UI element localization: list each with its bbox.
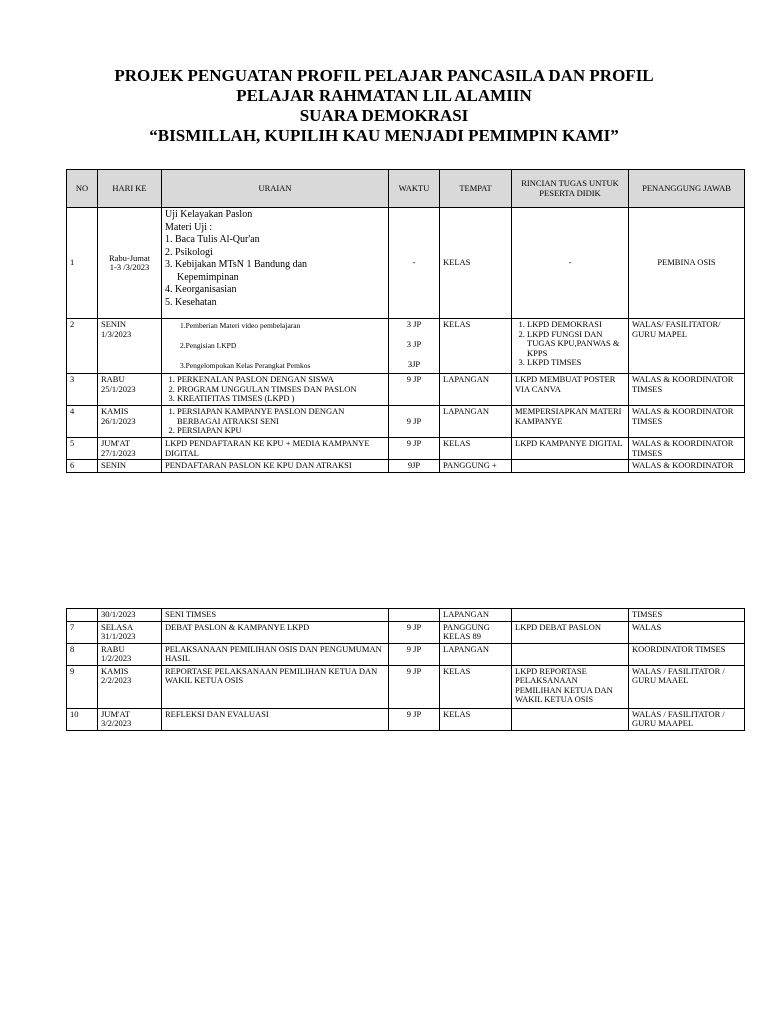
cell-rincian [512, 609, 629, 622]
table-row [67, 406, 745, 438]
schedule-table-page-2 [66, 608, 745, 731]
list-item: 2. LKPD FUNGSI DAN TUGAS KPU,PANWAS & KPPS [527, 330, 625, 359]
cell-hari-date: 2/2/2023 [101, 675, 132, 685]
cell-hari [98, 643, 162, 665]
table-row [67, 643, 745, 665]
cell-no: 8 [67, 643, 98, 665]
cell-penanggung-jawab: TIMSES [629, 609, 745, 622]
list-item: 2. PROGRAM UNGGULAN TIMSES DAN PASLON [177, 385, 385, 395]
cell-hari-date: 27/1/2023 [101, 447, 136, 458]
table-row [67, 621, 745, 643]
cell-hari-day: JUM'AT [101, 708, 130, 719]
cell-hari-date: 1/2/2023 [101, 653, 132, 663]
document-title [0, 66, 768, 146]
table-row [67, 319, 745, 374]
cell-waktu: 9 JP [389, 438, 440, 460]
cell-no: 6 [67, 460, 98, 473]
cell-no: 3 [67, 374, 98, 406]
cell-uraian [162, 208, 389, 319]
cell-no: 2 [67, 319, 98, 374]
cell-no: 5 [67, 438, 98, 460]
cell-hari [98, 665, 162, 708]
cell-waktu: 9 JP [389, 621, 440, 643]
cell-hari-date: 3/2/2023 [101, 718, 132, 728]
header-waktu: WAKTU [389, 170, 440, 208]
cell-hari [98, 438, 162, 460]
cell-penanggung-jawab: PEMBINA OSIS [629, 208, 745, 319]
cell-penanggung-jawab: WALAS/ FASILITATOR/ GURU MAPEL [629, 319, 745, 374]
uraian-line: 4. Keorganisasian [165, 284, 237, 295]
cell-uraian: DEBAT PASLON & KAMPANYE LKPD [162, 621, 389, 643]
cell-waktu: 9JP [389, 460, 440, 473]
uraian-line: Kepemimpinan [177, 271, 239, 283]
cell-hari-date: 26/1/2023 [101, 415, 136, 426]
cell-penanggung-jawab: WALAS & KOORDINATOR TIMSES [629, 374, 745, 406]
cell-hari: 30/1/2023 [98, 609, 162, 622]
cell-hari-date: 31/1/2023 [101, 631, 136, 641]
cell-uraian [162, 374, 389, 406]
waktu-line: 3JP [407, 359, 421, 369]
cell-rincian: MEMPERSIAPKAN MATERI KAMPANYE [512, 406, 629, 438]
cell-tempat: KELAS [440, 665, 512, 708]
cell-no: 9 [67, 665, 98, 708]
cell-tempat: LAPANGAN [440, 643, 512, 665]
table-row [67, 460, 745, 473]
cell-hari [98, 319, 162, 374]
cell-tempat: KELAS [440, 319, 512, 374]
cell-uraian [162, 319, 389, 374]
cell-hari-day: RABU [101, 374, 125, 384]
cell-hari-day: RABU [101, 643, 125, 654]
cell-penanggung-jawab: WALAS / FASILITATOR / GURU MAAPEL [629, 708, 745, 730]
uraian-line: 1.Pemberian Materi video pembelajaran [180, 321, 301, 330]
cell-penanggung-jawab: WALAS [629, 621, 745, 643]
cell-uraian: REPORTASE PELAKSANAAN PEMILIHAN KETUA DAN WAKIL KETUA OSIS [162, 665, 389, 708]
cell-hari [98, 406, 162, 438]
cell-penanggung-jawab: WALAS & KOORDINATOR TIMSES [629, 438, 745, 460]
title-line-3: SUARA DEMOKRASI [299, 106, 469, 125]
cell-waktu: 9 JP [389, 643, 440, 665]
schedule-table-page-1 [66, 169, 745, 473]
cell-uraian: PENDAFTARAN PASLON KE KPU DAN ATRAKSI [162, 460, 389, 473]
cell-penanggung-jawab: WALAS / FASILITATOR / GURU MAAEL [629, 665, 745, 708]
cell-no: 1 [67, 208, 98, 319]
uraian-line: Uji Kelayakan Paslon [165, 209, 253, 220]
cell-hari-date: 1-3 /3/2023 [109, 262, 150, 272]
header-uraian: URAIAN [162, 170, 389, 208]
cell-tempat: KELAS [440, 708, 512, 730]
uraian-line: 2.Pengisian LKPD [180, 341, 237, 350]
cell-penanggung-jawab: KOORDINATOR TIMSES [629, 643, 745, 665]
cell-tempat: PANGGUNG KELAS 89 [440, 621, 512, 643]
cell-hari-date: 1/3/2023 [101, 328, 132, 339]
cell-hari [98, 708, 162, 730]
table-row [67, 438, 745, 460]
header-penanggung-jawab: PENANGGUNG JAWAB [629, 170, 745, 208]
cell-rincian [512, 708, 629, 730]
cell-tempat: LAPANGAN [440, 406, 512, 438]
cell-penanggung-jawab: WALAS & KOORDINATOR TIMSES [629, 406, 745, 438]
waktu-line: 3 JP [406, 339, 422, 349]
title-line-2: PELAJAR RAHMATAN LIL ALAMIIN [236, 86, 532, 105]
cell-rincian: LKPD REPORTASE PELAKSANAAN PEMILIHAN KETUA DAN WAKIL KETUA OSIS [512, 665, 629, 708]
cell-tempat: KELAS [440, 438, 512, 460]
table-row [67, 374, 745, 406]
cell-hari-day: KAMIS [101, 665, 129, 676]
list-item: 2. PERSIAPAN KPU [177, 426, 385, 436]
cell-hari-day: JUM'AT [101, 438, 130, 448]
table-row [67, 609, 745, 622]
list-item: 3. LKPD TIMSES [527, 358, 625, 368]
list-item: 1. PERSIAPAN KAMPANYE PASLON DENGAN BERBAGAI ATRAKSI SENI [177, 407, 385, 426]
table-row [67, 208, 745, 319]
cell-hari-day: SENIN [101, 319, 127, 329]
cell-tempat: PANGGUNG + [440, 460, 512, 473]
uraian-list [165, 407, 385, 436]
cell-tempat: LAPANGAN [440, 374, 512, 406]
header-rincian: RINCIAN TUGAS UNTUK PESERTA DIDIK [512, 170, 629, 208]
cell-uraian: PELAKSANAAN PEMILIHAN OSIS DAN PENGUMUMAN HASIL [162, 643, 389, 665]
uraian-line: Materi Uji : [165, 221, 213, 233]
table-row [67, 665, 745, 708]
title-line-4: “BISMILLAH, KUPILIH KAU MENJADI PEMIMPIN KAMI” [149, 126, 619, 145]
list-item: 1. LKPD DEMOKRASI [527, 320, 625, 330]
cell-uraian [162, 406, 389, 438]
cell-no: 4 [67, 406, 98, 438]
cell-rincian: LKPD MEMBUAT POSTER VIA CANVA [512, 374, 629, 406]
uraian-line: 1. Baca Tulis Al-Qur'an [165, 234, 260, 245]
cell-uraian: REFLEKSI DAN EVALUASI [162, 708, 389, 730]
list-item: 3. KREATIFITAS TIMSES (LKPD ) [177, 394, 385, 404]
cell-hari-day: KAMIS [101, 406, 129, 416]
cell-waktu: - [389, 208, 440, 319]
header-no: NO [67, 170, 98, 208]
cell-waktu: 9 JP [389, 374, 440, 406]
title-line-1: PROJEK PENGUATAN PROFIL PELAJAR PANCASILA DAN PROFIL [114, 66, 654, 85]
rincian-list [515, 320, 625, 368]
cell-uraian: SENI TIMSES [162, 609, 389, 622]
cell-rincian: - [512, 208, 629, 319]
cell-uraian: LKPD PENDAFTARAN KE KPU + MEDIA KAMPANYE DIGITAL [162, 438, 389, 460]
cell-tempat: KELAS [440, 208, 512, 319]
header-hari: HARI KE [98, 170, 162, 208]
cell-hari [98, 374, 162, 406]
cell-waktu: 9 JP [389, 665, 440, 708]
cell-rincian: LKPD DEBAT PASLON [512, 621, 629, 643]
uraian-line: 3. Kebijakan MTsN 1 Bandung dan [165, 259, 308, 270]
cell-waktu [389, 319, 440, 374]
table-header-row [67, 170, 745, 208]
cell-no: 10 [67, 708, 98, 730]
cell-rincian: LKPD KAMPANYE DIGITAL [512, 438, 629, 460]
uraian-list [165, 375, 385, 404]
cell-hari-day: Rabu-Jumat [108, 252, 151, 263]
cell-rincian [512, 319, 629, 374]
cell-no: 7 [67, 621, 98, 643]
cell-waktu: 9 JP [389, 406, 440, 438]
cell-rincian [512, 460, 629, 473]
cell-hari-day: SELASA [101, 621, 134, 632]
cell-hari-date: 25/1/2023 [101, 383, 136, 394]
waktu-line: 3 JP [406, 319, 422, 329]
uraian-line: 3.Pengelompokan Kelas Perangkat Pemkos [180, 361, 311, 370]
cell-hari [98, 208, 162, 319]
cell-hari [98, 621, 162, 643]
cell-waktu [389, 609, 440, 622]
uraian-line: 2. Psikologi [165, 246, 213, 258]
cell-rincian [512, 643, 629, 665]
header-tempat: TEMPAT [440, 170, 512, 208]
uraian-line: 5. Kesehatan [165, 296, 217, 308]
table-row [67, 708, 745, 730]
cell-hari: SENIN [98, 460, 162, 473]
cell-penanggung-jawab: WALAS & KOORDINATOR [629, 460, 745, 473]
cell-no [67, 609, 98, 622]
cell-waktu: 9 JP [389, 708, 440, 730]
list-item: 1. PERKENALAN PASLON DENGAN SISWA [177, 375, 385, 385]
cell-tempat: LAPANGAN [440, 609, 512, 622]
